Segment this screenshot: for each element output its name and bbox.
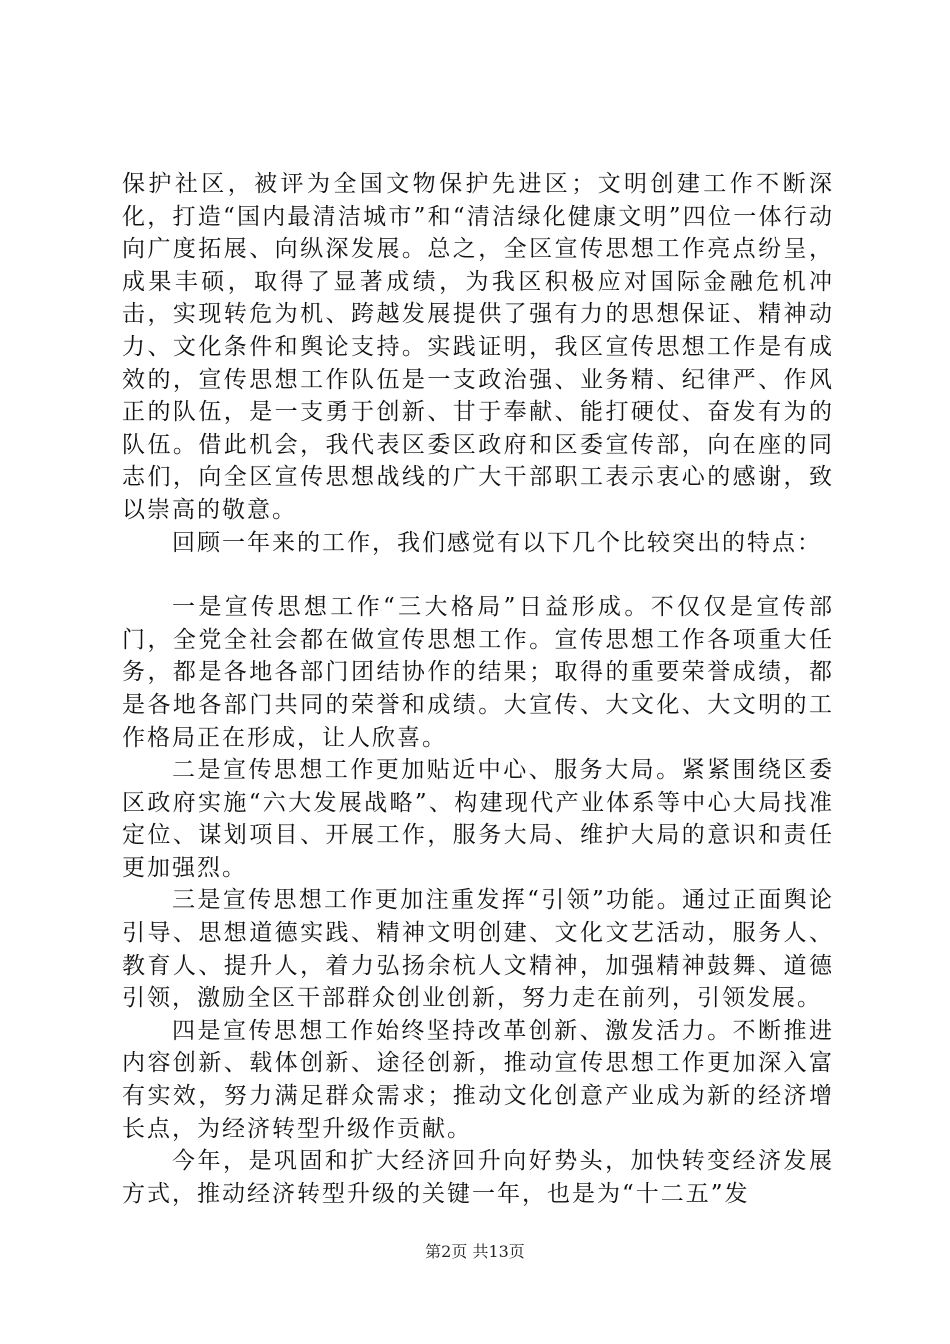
- paragraph-feature-1: 一是宣传思想工作“三大格局”日益形成。不仅仅是宣传部门，全党全社会都在做宣传思想工作。宣传思想工作各项重大任务，都是各地各部门团结协作的结果；取得的重要荣誉成绩，都是各地各部门共同的荣誉和成绩。大宣传、大文化、大文明的工作格局正在形成，让人欣喜。: [122, 594, 834, 751]
- paragraph-summary: 保护社区，被评为全国文物保护先进区；文明创建工作不断深化，打造“国内最清洁城市”和“清洁绿化健康文明”四位一体行动向广度拓展、向纵深发展。总之，全区宣传思想工作亮点纷呈，成果丰硕，取得了显著成绩，为我区积极应对国际金融危机冲击，实现转危为机、跨越发展提供了强有力的思想保证、精神动力、文化条件和舆论支持。实践证明，我区宣传思想工作是有成效的，宣传思想工作队伍是一支政治强、业务精、纪律严、作风正的队伍，是一支勇于创新、甘于奉献、能打硬仗、奋发有为的队伍。借此机会，我代表区委区政府和区委宣传部，向在座的同志们，向全区宣传思想战线的广大干部职工表示衷心的感谢，致以崇高的敬意。: [122, 171, 834, 523]
- paragraph-feature-3: 三是宣传思想工作更加注重发挥“引领”功能。通过正面舆论引导、思想道德实践、精神文明创建、文化文艺活动，服务人、教育人、提升人，着力弘扬余杭人文精神，加强精神鼓舞、道德引领，激励全区干部群众创业创新，努力走在前列，引领发展。: [122, 887, 834, 1012]
- paragraph-review-intro: 回顾一年来的工作，我们感觉有以下几个比较突出的特点：: [172, 529, 822, 556]
- page-number-footer: 第2页 共13页: [425, 1242, 525, 1261]
- paragraph-feature-4: 四是宣传思想工作始终坚持改革创新、激发活力。不断推进内容创新、载体创新、途径创新，推动宣传思想工作更加深入富有实效，努力满足群众需求；推动文化创意产业成为新的经济增长点，为经济转型升级作贡献。: [122, 1017, 834, 1142]
- paragraph-feature-2: 二是宣传思想工作更加贴近中心、服务大局。紧紧围绕区委区政府实施“六大发展战略”、构建现代产业体系等中心大局找准定位、谋划项目、开展工作，服务大局、维护大局的意识和责任更加强烈。: [122, 757, 834, 881]
- paragraph-this-year: 今年，是巩固和扩大经济回升向好势头，加快转变经济发展方式，推动经济转型升级的关键一年，也是为“十二五”发: [122, 1148, 834, 1207]
- document-body: [122, 168, 834, 1210]
